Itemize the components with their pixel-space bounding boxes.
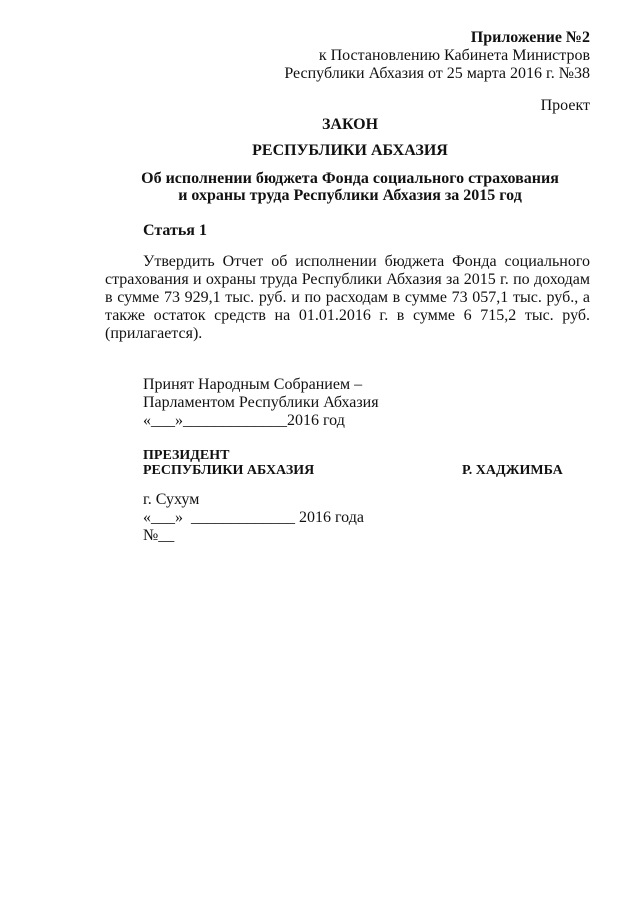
law-title: ЗАКОН: [321, 116, 379, 133]
resolution-reference-line2: Республики Абхазия от 25 марта 2016 г. №38: [284, 65, 590, 82]
document-number: №__: [143, 527, 175, 544]
law-subject-line1: Об исполнении бюджета Фонда социального страхования: [141, 170, 559, 187]
law-subject-line2: и охраны труда Республики Абхазия за 2015 год: [178, 187, 522, 204]
adoption-date: «___»_____________2016 год: [143, 412, 345, 429]
article-text: Утвердить Отчет об исполнении бюджета Фонда социального страхования и охраны труда Республики Абхазия за 2015 г. по доходам в сумме 73 929,1 тыс. руб. и по расходам в сумме 73 057,1 тыс. руб., а также остаток средств на 01.01.2016 г. в сумме 6 715,2 тыс. руб. (прилагается).: [105, 253, 590, 342]
adoption-line2: Парламентом Республики Абхазия: [143, 394, 379, 411]
signatory-title1: ПРЕЗИДЕНТ: [143, 448, 230, 463]
draft-label: Проект: [540, 97, 590, 114]
city-label: г. Сухум: [143, 491, 200, 508]
republic-title: РЕСПУБЛИКИ АБХАЗИЯ: [252, 142, 448, 159]
signatory-title2: РЕСПУБЛИКИ АБХАЗИЯ: [143, 463, 315, 478]
appendix-label: Приложение №2: [470, 29, 590, 46]
signatory-name: Р. ХАДЖИМБА: [462, 463, 563, 478]
adoption-line1: Принят Народным Собранием –: [143, 376, 363, 393]
article-heading: Статья 1: [143, 222, 207, 239]
signing-date: «___» _____________ 2016 года: [143, 509, 364, 526]
resolution-reference-line1: к Постановлению Кабинета Министров: [318, 47, 590, 64]
